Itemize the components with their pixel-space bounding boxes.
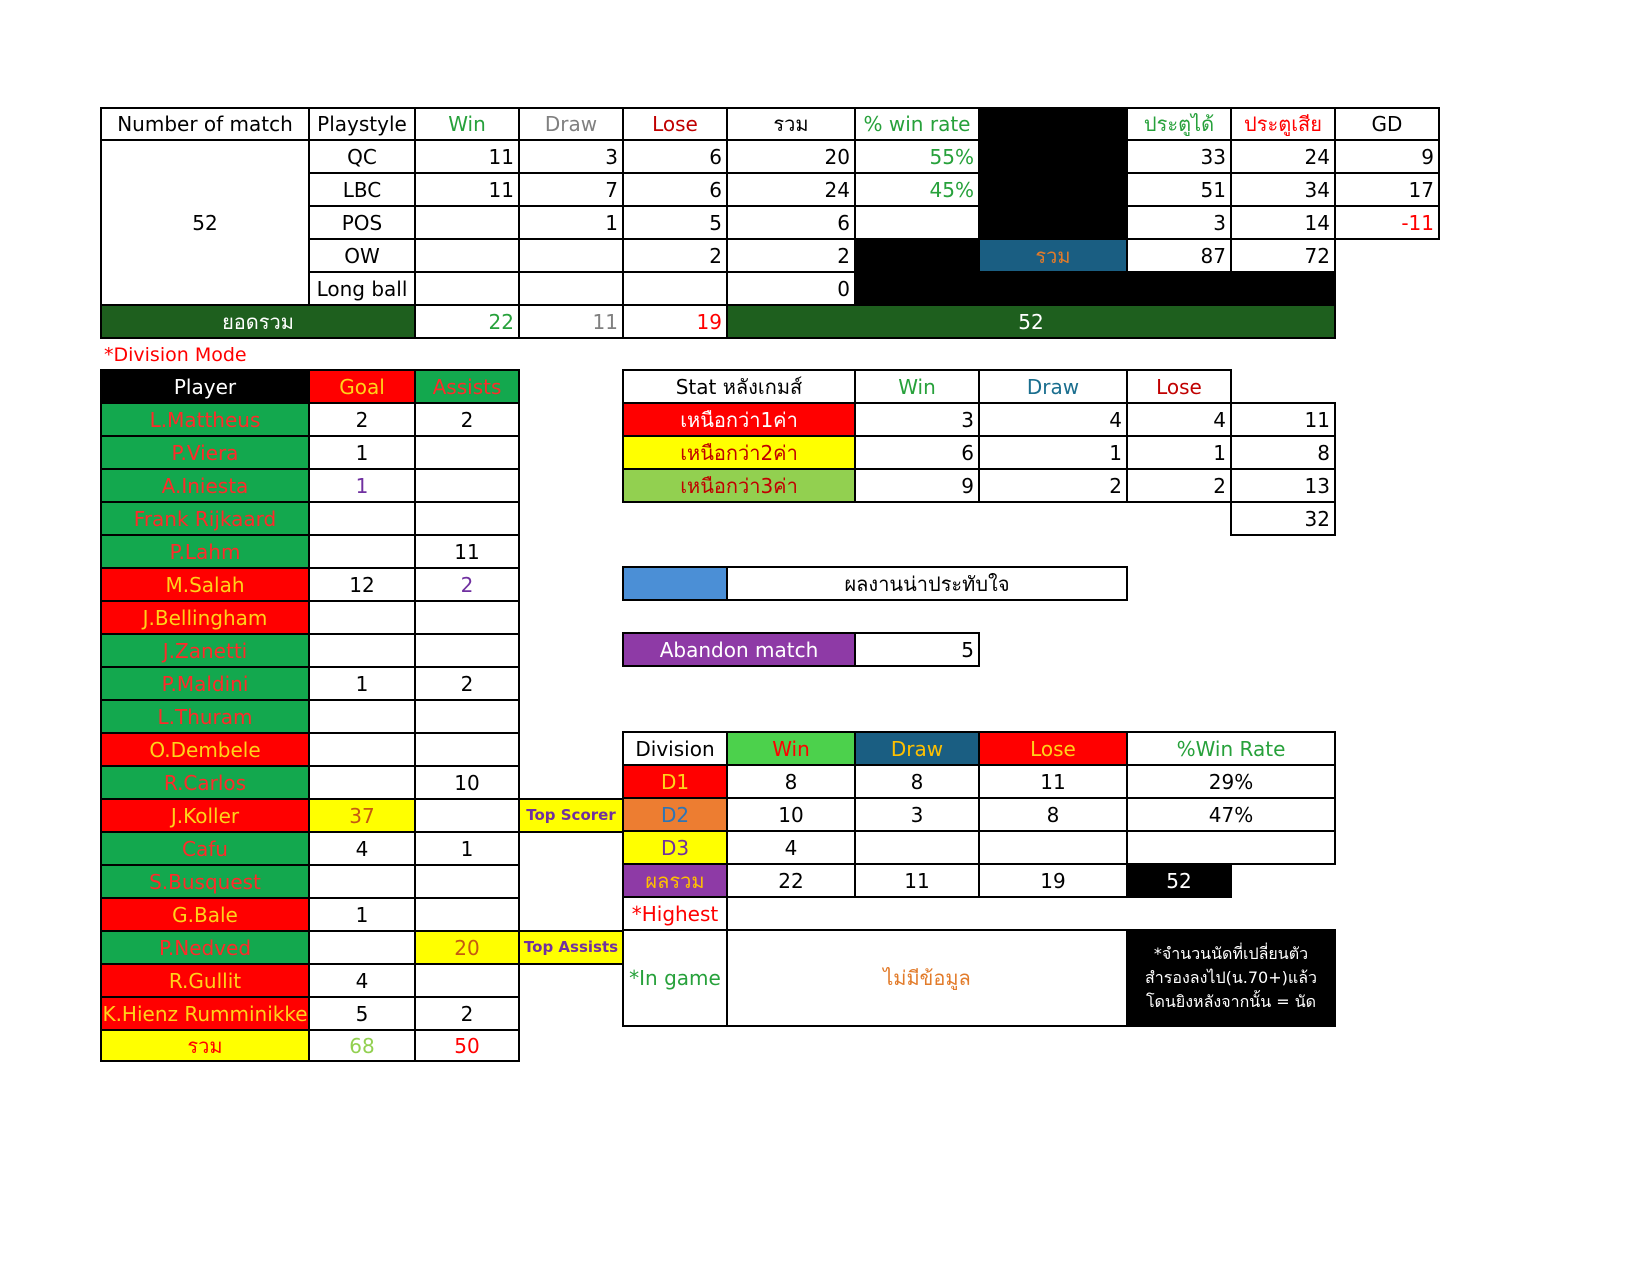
player-assists bbox=[414, 633, 520, 668]
division-lose: 8 bbox=[978, 797, 1128, 832]
player-goal bbox=[308, 930, 416, 965]
post-game-lose: 1 bbox=[1126, 435, 1232, 470]
player-assists bbox=[414, 732, 520, 767]
pos-win-rate bbox=[854, 205, 980, 240]
pos-gd: -11 bbox=[1334, 205, 1440, 240]
player-assists bbox=[414, 501, 520, 536]
players-total-label: รวม bbox=[100, 1029, 310, 1062]
player-goal: 4 bbox=[308, 963, 416, 998]
post-game-label: เหนือกว่า2ค่า bbox=[622, 435, 856, 470]
lbc-lose: 6 bbox=[622, 172, 728, 207]
post-game-win: 3 bbox=[854, 402, 980, 437]
player-goal bbox=[308, 732, 416, 767]
division-d2: D2 bbox=[622, 797, 728, 832]
division-total-lose: 19 bbox=[978, 863, 1128, 898]
player-assists bbox=[414, 897, 520, 932]
player-name: P.Nedved bbox=[100, 930, 310, 965]
qc-gd: 9 bbox=[1334, 139, 1440, 174]
division-d3: D3 bbox=[622, 830, 728, 865]
lbc-draw: 7 bbox=[518, 172, 624, 207]
division-mode-label: *Division Mode bbox=[104, 343, 247, 366]
division-total-win: 22 bbox=[726, 863, 856, 898]
header-win: Win bbox=[726, 731, 856, 766]
grand-total-matches: 52 bbox=[726, 304, 1336, 339]
pos-draw: 1 bbox=[518, 205, 624, 240]
header-draw: Draw bbox=[978, 369, 1128, 404]
division-win-rate: 29% bbox=[1126, 764, 1336, 799]
post-game-grand-total: 32 bbox=[1230, 501, 1336, 536]
player-name: P.Maldini bbox=[100, 666, 310, 701]
grand-total-lose: 19 bbox=[622, 304, 728, 339]
ow-total: 2 bbox=[726, 238, 856, 273]
header-goals-for: ประตูได้ bbox=[1126, 107, 1232, 141]
header-stat: Stat หลังเกมส์ bbox=[622, 369, 856, 404]
player-goal bbox=[308, 534, 416, 569]
division-win-rate bbox=[1126, 830, 1336, 865]
qc-goals-for: 33 bbox=[1126, 139, 1232, 174]
header-lose: Lose bbox=[978, 731, 1128, 766]
top-scorer-badge: Top Scorer bbox=[518, 798, 624, 833]
player-name: P.Viera bbox=[100, 435, 310, 470]
player-goal: 5 bbox=[308, 996, 416, 1031]
player-name: L.Thuram bbox=[100, 699, 310, 734]
grand-total-draw: 11 bbox=[518, 304, 624, 339]
player-name: R.Carlos bbox=[100, 765, 310, 800]
header-assists: Assists bbox=[414, 369, 520, 404]
playstyle-long-ball: Long ball bbox=[308, 271, 416, 306]
player-name: L.Mattheus bbox=[100, 402, 310, 437]
division-win: 8 bbox=[726, 764, 856, 799]
players-total-assists: 50 bbox=[414, 1029, 520, 1062]
header-playstyle: Playstyle bbox=[308, 107, 416, 141]
post-game-win: 6 bbox=[854, 435, 980, 470]
post-game-win: 9 bbox=[854, 468, 980, 503]
player-goal: 2 bbox=[308, 402, 416, 437]
pos-win bbox=[414, 205, 520, 240]
in-game-label: *In game bbox=[622, 929, 728, 1027]
header-lose: Lose bbox=[622, 107, 728, 141]
division-win: 10 bbox=[726, 797, 856, 832]
division-draw: 3 bbox=[854, 797, 980, 832]
ow-win bbox=[414, 238, 520, 273]
post-game-total: 11 bbox=[1230, 402, 1336, 437]
black-filler bbox=[978, 107, 1128, 241]
division-d1: D1 bbox=[622, 764, 728, 799]
player-name: O.Dembele bbox=[100, 732, 310, 767]
top-assists-badge: Top Assists bbox=[518, 930, 624, 965]
post-game-lose: 4 bbox=[1126, 402, 1232, 437]
post-game-label: เหนือกว่า1ค่า bbox=[622, 402, 856, 437]
no-data-text: ไม่มีข้อมูล bbox=[726, 929, 1128, 1027]
header-goals-against: ประตูเสีย bbox=[1230, 107, 1336, 141]
grand-total-win: 22 bbox=[414, 304, 520, 339]
grand-total-label: ยอดรวม bbox=[100, 304, 416, 339]
black-filler bbox=[854, 239, 980, 273]
post-game-draw: 2 bbox=[978, 468, 1128, 503]
header-total: รวม bbox=[726, 107, 856, 141]
pos-lose: 5 bbox=[622, 205, 728, 240]
player-name: K.Hienz Rumminikke bbox=[100, 996, 310, 1031]
player-goal: 1 bbox=[308, 897, 416, 932]
pos-goals-for: 3 bbox=[1126, 205, 1232, 240]
impressive-color-swatch bbox=[622, 566, 728, 601]
player-assists: 2 bbox=[414, 402, 520, 437]
player-name: P.Lahm bbox=[100, 534, 310, 569]
player-assists: 20 bbox=[414, 930, 520, 965]
post-game-label: เหนือกว่า3ค่า bbox=[622, 468, 856, 503]
post-game-lose: 2 bbox=[1126, 468, 1232, 503]
long-ball-win bbox=[414, 271, 520, 306]
division-total-draw: 11 bbox=[854, 863, 980, 898]
ow-draw bbox=[518, 238, 624, 273]
player-assists bbox=[414, 798, 520, 833]
qc-goals-against: 24 bbox=[1230, 139, 1336, 174]
player-assists: 11 bbox=[414, 534, 520, 569]
player-assists: 1 bbox=[414, 831, 520, 866]
player-goal bbox=[308, 864, 416, 899]
playstyle-lbc: LBC bbox=[308, 172, 416, 207]
post-game-total: 13 bbox=[1230, 468, 1336, 503]
substitution-note: *จำนวนนัดที่เปลี่ยนตัวสำรองลงไป(น.70+)แล้วโดนยิงหลังจากนั้น = นัด bbox=[1126, 929, 1336, 1027]
player-assists bbox=[414, 963, 520, 998]
header-win: Win bbox=[414, 107, 520, 141]
header-lose: Lose bbox=[1126, 369, 1232, 404]
qc-win-rate: 55% bbox=[854, 139, 980, 174]
qc-lose: 6 bbox=[622, 139, 728, 174]
division-total-label: ผลรวม bbox=[622, 863, 728, 898]
player-assists: 2 bbox=[414, 996, 520, 1031]
long-ball-draw bbox=[518, 271, 624, 306]
division-lose: 11 bbox=[978, 764, 1128, 799]
player-goal bbox=[308, 765, 416, 800]
lbc-goals-against: 34 bbox=[1230, 172, 1336, 207]
player-goal bbox=[308, 501, 416, 536]
ow-lose: 2 bbox=[622, 238, 728, 273]
lbc-win-rate: 45% bbox=[854, 172, 980, 207]
player-name: M.Salah bbox=[100, 567, 310, 602]
header-draw: Draw bbox=[518, 107, 624, 141]
player-assists bbox=[414, 435, 520, 470]
player-goal: 4 bbox=[308, 831, 416, 866]
playstyle-ow: OW bbox=[308, 238, 416, 273]
player-name: J.Zanetti bbox=[100, 633, 310, 668]
player-goal: 1 bbox=[308, 435, 416, 470]
player-assists: 10 bbox=[414, 765, 520, 800]
header-win: Win bbox=[854, 369, 980, 404]
player-name: J.Bellingham bbox=[100, 600, 310, 635]
player-goal: 1 bbox=[308, 468, 416, 503]
black-filler bbox=[854, 272, 1336, 306]
lbc-win: 11 bbox=[414, 172, 520, 207]
player-name: A.Iniesta bbox=[100, 468, 310, 503]
impressive-label: ผลงานน่าประทับใจ bbox=[726, 566, 1128, 601]
division-win-rate: 47% bbox=[1126, 797, 1336, 832]
goals-for-total: 87 bbox=[1126, 238, 1232, 273]
player-name: S.Busquest bbox=[100, 864, 310, 899]
division-lose bbox=[978, 830, 1128, 865]
header-division: Division bbox=[622, 731, 728, 766]
division-win: 4 bbox=[726, 830, 856, 865]
player-goal bbox=[308, 699, 416, 734]
player-name: G.Bale bbox=[100, 897, 310, 932]
qc-total: 20 bbox=[726, 139, 856, 174]
division-draw: 8 bbox=[854, 764, 980, 799]
player-goal: 12 bbox=[308, 567, 416, 602]
playstyle-qc: QC bbox=[308, 139, 416, 174]
player-assists bbox=[414, 864, 520, 899]
header-win-rate: % win rate bbox=[854, 107, 980, 141]
player-name: Frank Rijkaard bbox=[100, 501, 310, 536]
header-player: Player bbox=[100, 369, 310, 404]
player-assists: 2 bbox=[414, 666, 520, 701]
pos-total: 6 bbox=[726, 205, 856, 240]
header-number-of-match: Number of match bbox=[100, 107, 310, 141]
header-goal: Goal bbox=[308, 369, 416, 404]
player-goal: 37 bbox=[308, 798, 416, 833]
goals-against-total: 72 bbox=[1230, 238, 1336, 273]
player-name: R.Gullit bbox=[100, 963, 310, 998]
abandon-match-label: Abandon match bbox=[622, 632, 856, 667]
post-game-total: 8 bbox=[1230, 435, 1336, 470]
player-name: J.Koller bbox=[100, 798, 310, 833]
lbc-goals-for: 51 bbox=[1126, 172, 1232, 207]
post-game-draw: 4 bbox=[978, 402, 1128, 437]
long-ball-total: 0 bbox=[726, 271, 856, 306]
player-goal: 1 bbox=[308, 666, 416, 701]
division-total-matches: 52 bbox=[1126, 863, 1232, 898]
post-game-draw: 1 bbox=[978, 435, 1128, 470]
player-assists bbox=[414, 600, 520, 635]
goals-total-label: รวม bbox=[978, 238, 1128, 273]
pos-goals-against: 14 bbox=[1230, 205, 1336, 240]
qc-win: 11 bbox=[414, 139, 520, 174]
player-assists: 2 bbox=[414, 567, 520, 602]
division-draw bbox=[854, 830, 980, 865]
player-name: Cafu bbox=[100, 831, 310, 866]
header-win-rate: %Win Rate bbox=[1126, 731, 1336, 766]
player-goal bbox=[308, 600, 416, 635]
highest-label: *Highest bbox=[622, 896, 728, 931]
playstyle-pos: POS bbox=[308, 205, 416, 240]
qc-draw: 3 bbox=[518, 139, 624, 174]
players-total-goal: 68 bbox=[308, 1029, 416, 1062]
abandon-match-value: 5 bbox=[854, 632, 980, 667]
player-goal bbox=[308, 633, 416, 668]
number-of-match-value: 52 bbox=[100, 139, 310, 306]
long-ball-lose bbox=[622, 271, 728, 306]
player-assists bbox=[414, 699, 520, 734]
header-draw: Draw bbox=[854, 731, 980, 766]
header-gd: GD bbox=[1334, 107, 1440, 141]
lbc-total: 24 bbox=[726, 172, 856, 207]
lbc-gd: 17 bbox=[1334, 172, 1440, 207]
player-assists bbox=[414, 468, 520, 503]
